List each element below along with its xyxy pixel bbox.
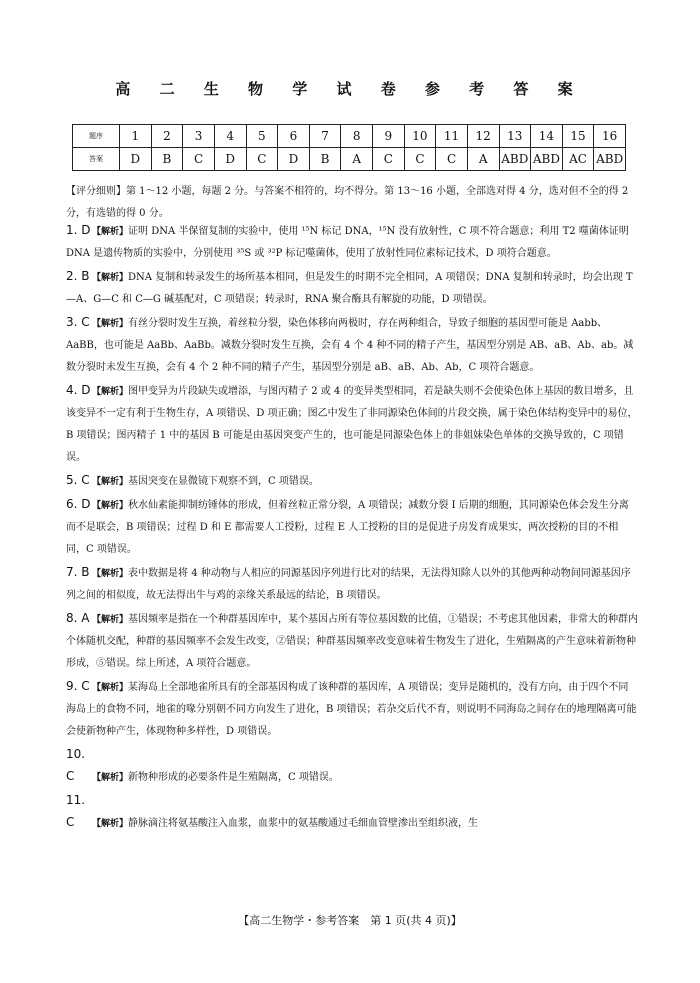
answer-cell: D xyxy=(278,148,310,171)
item-number: 7. B xyxy=(66,565,90,579)
analysis-tag: 【解析】 xyxy=(92,819,129,829)
item-number: 5. C xyxy=(66,473,90,487)
analysis-tag: 【解析】 xyxy=(92,615,129,625)
item-number: 8. A xyxy=(66,611,90,625)
question-number-cell: 4 xyxy=(214,125,246,148)
item-number: 3. C xyxy=(66,315,90,329)
answer-item xyxy=(66,219,638,265)
answer-item xyxy=(66,379,638,469)
item-explanation: 静脉滴注将氨基酸注入血浆，血浆中的氨基酸通过毛细血管壁渗出至组织液，生 xyxy=(128,818,479,829)
item-explanation: 秋水仙素能抑制纺锤体的形成，但着丝粒正常分裂，A 项错误；减数分裂 I 后期的细胞，其同源染色体会发生分离而不是联会，B 项错误；过程 D 和 E 都需要人工授粉，过程 E 人工授粉的目的是促进子房发育成果实，两次授粉的目的不相同，C 项错误。 xyxy=(66,500,629,555)
question-number-cell: 10 xyxy=(404,125,436,148)
answer-item xyxy=(66,607,638,675)
question-number-cell: 12 xyxy=(467,125,499,148)
answer-cell: A xyxy=(467,148,499,171)
item-explanation: 图甲变异为片段缺失或增添，与图丙精子 2 或 4 的变异类型相同，若是缺失则不会使染色体上基因的数目增多，且该变异不一定有利于生物生存，A 项错误、D 项正确；图乙中发生了非同源染色体间的片段交换，属于染色体结构变异中的易位，B 项错误；图丙精子 1 中的基因 B 可能是由基因突变产生的，也可能是同源染色体上的非姐妹染色单体的交换导致的，C 项错误。 xyxy=(66,386,638,463)
row-label-number: 题序 xyxy=(73,125,120,148)
page-title: 高 二 生 物 学 试 卷 参 考 答 案 xyxy=(115,80,585,98)
answer-cell: A xyxy=(341,148,373,171)
item-explanation: 有丝分裂时发生互换，着丝粒分裂，染色体移向两极时，存在两种组合，导致子细胞的基因型可能是 Aabb、AaBB，也可能是 AaBb、AaBb。减数分裂时发生互换，会有 4 个 4 种不同的精子产生，基因型分别是 AB、aB、Ab、ab。减数分裂时未发生互换，会有 4 个 2 种不同的精子产生，基因型分别是 aB、aB、Ab、Ab，C 项符合题意。 xyxy=(66,318,634,373)
answer-item xyxy=(66,469,638,493)
answer-cell: ABD xyxy=(499,148,531,171)
answer-cell: C xyxy=(404,148,436,171)
item-number: 11. C xyxy=(66,793,86,829)
item-number: 4. D xyxy=(66,383,91,397)
item-explanation: 基因频率是指在一个种群基因库中，某个基因占所有等位基因数的比值，①错误；不考虑其他因素，非常大的种群内个体随机交配，种群的基因频率不会发生改变，②错误；种群基因频率改变意味着生物发生了进化，生殖隔离的产生意味着新物种形成，⑤错误。综上所述，A 项符合题意。 xyxy=(66,614,639,669)
question-number-cell: 1 xyxy=(120,125,152,148)
analysis-tag: 【解析】 xyxy=(92,501,129,511)
question-number-cell: 2 xyxy=(151,125,183,148)
answer-cell: C xyxy=(246,148,278,171)
item-explanation: 证明 DNA 半保留复制的实验中，使用 ¹⁵N 标记 DNA，¹⁵N 没有放射性，C 项不符合题意；利用 T2 噬菌体证明 DNA 是遗传物质的实验中，分别使用 ³⁵S 或 ³²P 标记噬菌体，使用了放射性同位素标记技术，D 项符合题意。 xyxy=(66,226,629,259)
answer-cell: AC xyxy=(562,148,594,171)
answer-cell: C xyxy=(183,148,215,171)
item-number: 1. D xyxy=(66,223,91,237)
answer-item xyxy=(66,675,638,743)
question-number-cell: 5 xyxy=(246,125,278,148)
answer-cell: ABD xyxy=(531,148,563,171)
question-number-cell: 16 xyxy=(594,125,626,148)
answer-cell: B xyxy=(151,148,183,171)
page-footer: 【高二生物学・参考答案 第 1 页(共 4 页)】 xyxy=(238,914,462,927)
question-number-cell: 3 xyxy=(183,125,215,148)
answer-explanations xyxy=(66,219,638,835)
question-number-cell: 9 xyxy=(373,125,405,148)
analysis-tag: 【解析】 xyxy=(92,319,129,329)
item-explanation: 新物种形成的必要条件是生殖隔离，C 项错误。 xyxy=(128,772,339,783)
analysis-tag: 【解析】 xyxy=(92,683,129,693)
answer-item xyxy=(66,561,638,607)
analysis-tag: 【解析】 xyxy=(92,387,129,397)
table-row-numbers xyxy=(73,125,626,148)
question-number-cell: 11 xyxy=(436,125,468,148)
table-row-answers xyxy=(73,148,626,171)
question-number-cell: 7 xyxy=(309,125,341,148)
analysis-tag: 【解析】 xyxy=(92,569,129,579)
item-explanation: 表中数据是将 4 种动物与人相应的同源基因序列进行比对的结果，无法得知除人以外的其他两种动物间同源基因序列之间的相似度，故无法得出牛与鸡的亲缘关系最远的结论，B 项错误。 xyxy=(66,568,631,601)
item-number: 9. C xyxy=(66,679,90,693)
analysis-tag: 【解析】 xyxy=(92,477,129,487)
answer-item xyxy=(66,493,638,561)
question-number-cell: 6 xyxy=(278,125,310,148)
item-explanation: 某海岛上全部地雀所具有的全部基因构成了该种群的基因库，A 项错误；变异是随机的，没有方向，由于四个不同海岛上的食物不同，地雀的喙分别朝不同方向发生了进化，B 项错误；若杂交后代不育，则说明不同海岛之间存在的地理隔离可能会使新物种产生，体现物种多样性，D 项错误。 xyxy=(66,682,637,737)
answer-key-table xyxy=(72,124,626,171)
analysis-tag: 【解析】 xyxy=(92,773,129,783)
answer-cell: D xyxy=(214,148,246,171)
answer-item xyxy=(66,311,638,379)
question-number-cell: 13 xyxy=(499,125,531,148)
question-number-cell: 14 xyxy=(531,125,563,148)
answer-cell: C xyxy=(436,148,468,171)
item-explanation: 基因突变在显微镜下观察不到，C 项错误。 xyxy=(128,476,319,487)
row-label-answer: 答案 xyxy=(73,148,120,171)
item-number: 10. C xyxy=(66,747,86,783)
answer-item xyxy=(66,789,638,835)
item-explanation: DNA 复制和转录发生的场所基本相同，但是发生的时期不完全相同，A 项错误；DNA 复制和转录时，均会出现 T—A、G—C 和 C—G 碱基配对，C 项错误；转录时，RNA 聚合酶具有解旋的功能，D 项错误。 xyxy=(66,272,633,305)
question-number-cell: 15 xyxy=(562,125,594,148)
scoring-rules: 【评分细则】第 1～12 小题，每题 2 分。与答案不相符的，均不得分。第 13～16 小题，全部选对得 4 分，选对但不全的得 2 分，有选错的得 0 分。 xyxy=(66,186,629,219)
item-number: 2. B xyxy=(66,269,90,283)
question-number-cell: 8 xyxy=(341,125,373,148)
analysis-tag: 【解析】 xyxy=(92,227,129,237)
answer-cell: B xyxy=(309,148,341,171)
item-number: 6. D xyxy=(66,497,91,511)
answer-item xyxy=(66,743,638,789)
answer-item xyxy=(66,265,638,311)
analysis-tag: 【解析】 xyxy=(92,273,129,283)
answer-cell: C xyxy=(373,148,405,171)
answer-cell: D xyxy=(120,148,152,171)
answer-cell: ABD xyxy=(594,148,626,171)
